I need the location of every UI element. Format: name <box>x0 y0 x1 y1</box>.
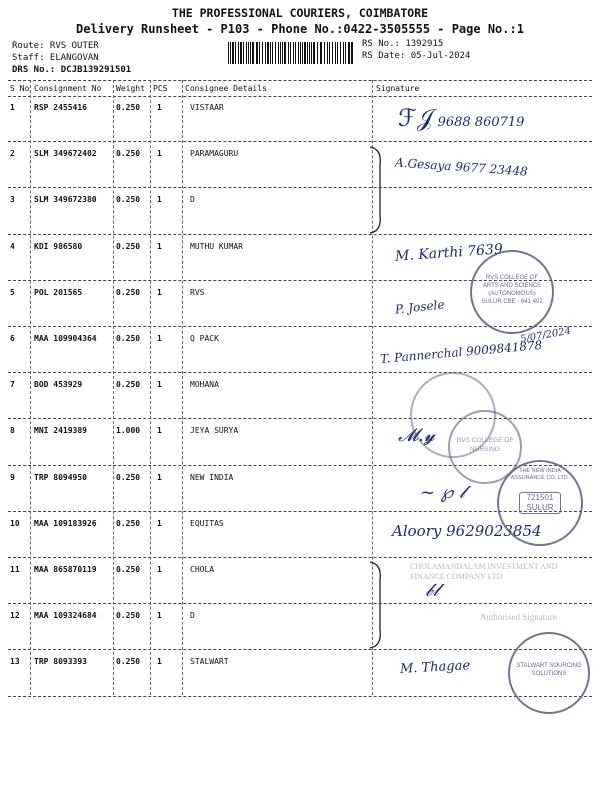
row-weight: 0.250 <box>116 195 141 205</box>
barcode-bar <box>293 42 294 64</box>
row-consignee: RVS <box>190 287 205 297</box>
col-header-consignment: Consignment No <box>34 84 102 93</box>
barcode-bar <box>302 42 303 64</box>
row-separator <box>8 234 592 235</box>
staff-label: Staff: ELANGOVAN <box>12 53 99 63</box>
row-consignee: NEW INDIA <box>190 472 234 482</box>
row-sno: 3 <box>10 195 15 205</box>
row-sno: 1 <box>10 103 15 112</box>
row-consignee: D <box>190 195 195 205</box>
row-consignment-no: MNI 2419389 <box>34 426 87 436</box>
barcode-bar <box>282 42 283 64</box>
barcode-bar <box>295 42 296 64</box>
row-consignment-no: MAA 865870119 <box>34 565 97 574</box>
signature-6: T. Pannerchal 9009841878 <box>379 337 543 367</box>
barcode-bar <box>298 42 299 64</box>
barcode-bar <box>345 42 346 64</box>
row-consignment-no: KDI 986580 <box>34 241 83 251</box>
stalwart-stamp: STALWART SOURCING SOLUTIONS <box>508 632 590 714</box>
new-india-stamp: THE NEW INDIA ASSURANCE CO. LTD. 721501 SULUR <box>497 460 583 546</box>
row-sno: 6 <box>10 334 15 343</box>
row-consignee: PARAMAGURU <box>190 149 239 159</box>
barcode-bar <box>348 42 350 64</box>
brace-mark <box>368 145 388 235</box>
row-weight: 0.250 <box>116 380 141 390</box>
row-pcs: 1 <box>157 287 162 297</box>
row-pcs: 1 <box>157 241 162 251</box>
row-weight: 0.250 <box>116 657 141 667</box>
barcode-bar <box>351 42 353 64</box>
row-consignment-no: RSP 2455416 <box>34 103 87 112</box>
barcode-bar <box>311 42 312 64</box>
row-separator <box>8 141 592 142</box>
row-weight: 0.250 <box>116 149 141 159</box>
row-consignment-no: MAA 109183926 <box>34 518 97 528</box>
row-pcs: 1 <box>157 426 162 436</box>
barcode-bar <box>240 42 242 64</box>
row-sno: 5 <box>10 287 15 297</box>
barcode-bar <box>332 42 333 64</box>
row-consignment-no: POL 201565 <box>34 287 83 297</box>
barcode-bar <box>343 42 344 64</box>
brace-mark <box>368 560 388 650</box>
report-title: THE PROFESSIONAL COURIERS, COIMBATORE <box>171 6 429 20</box>
col-divider <box>150 80 151 695</box>
row-sno: 13 <box>10 657 20 667</box>
barcode-bar <box>243 42 244 64</box>
signature-4: M. Karthi 7639 <box>394 241 504 265</box>
row-consignment-no: MAA 109904364 <box>34 334 97 343</box>
barcode-bar <box>228 42 229 64</box>
barcode-bar <box>250 42 251 64</box>
barcode-bar <box>329 42 330 64</box>
barcode-bar <box>317 42 318 64</box>
barcode-bar <box>288 42 289 64</box>
row-consignment-no: TRP 8093393 <box>34 657 87 667</box>
row-consignment-no: SLM 349672380 <box>34 195 97 205</box>
nursing-stamp: RVS COLLEGE OF NURSING <box>448 410 522 484</box>
col-header-consignee: Consignee Details <box>185 84 267 93</box>
report-subtitle: Delivery Runsheet - P103 - Phone No.:0422-3505555 - Page No.:1 <box>76 22 524 36</box>
row-sno: 2 <box>10 149 15 159</box>
barcode-bar <box>262 42 263 64</box>
row-consignee: EQUITAS <box>190 518 224 528</box>
signature-2: A.Gesaya 9677 23448 <box>394 155 529 179</box>
row-consignee: JEYA SURYA <box>190 426 239 436</box>
col-divider <box>30 80 31 695</box>
row-weight: 0.250 <box>116 103 141 112</box>
route-label: Route: RVS OUTER <box>12 41 99 51</box>
row-pcs: 1 <box>157 103 162 112</box>
barcode-bar <box>337 42 338 64</box>
row-pcs: 1 <box>157 518 162 528</box>
signature-5: P. Josele <box>394 297 446 317</box>
row-consignee: MUTHU KUMAR <box>190 241 243 251</box>
barcode-bar <box>238 42 239 64</box>
barcode-bar <box>290 42 291 64</box>
col-header-sno: S No <box>10 84 30 93</box>
row-consignment-no: TRP 8094950 <box>34 472 87 482</box>
barcode-bar <box>307 42 308 64</box>
barcode-bar <box>230 42 231 64</box>
signature-10: Aloory 9629023854 <box>392 522 542 540</box>
row-pcs: 1 <box>157 657 162 667</box>
row-sno: 9 <box>10 472 15 482</box>
row-weight: 0.250 <box>116 472 141 482</box>
barcode-bar <box>340 42 341 64</box>
row-weight: 0.250 <box>116 611 141 621</box>
drs-number: DRS No.: DCJB139291501 <box>12 65 132 75</box>
col-header-weight: Weight <box>116 84 145 93</box>
row-sno: 4 <box>10 241 15 251</box>
barcode-bar <box>246 42 247 64</box>
row-separator <box>8 696 592 697</box>
row-separator <box>8 603 592 604</box>
barcode-bar <box>275 42 276 64</box>
barcode-bar <box>278 42 279 64</box>
row-consignee: MOHANA <box>190 380 219 390</box>
row-pcs: 1 <box>157 149 162 159</box>
header-bottom-border <box>8 96 592 97</box>
barcode-bar <box>252 42 254 64</box>
col-divider <box>182 80 183 695</box>
rs-number: RS No.: 1392915 <box>362 39 444 49</box>
row-separator <box>8 557 592 558</box>
row-weight: 0.250 <box>116 565 141 574</box>
signature-13: M. Thagae <box>399 658 471 677</box>
signature-8: 𝓜.𝔂 <box>398 425 436 446</box>
row-consignee: CHOLA <box>190 565 215 574</box>
row-sno: 7 <box>10 380 15 390</box>
barcode-bar <box>256 42 258 64</box>
row-consignee: STALWART <box>190 657 229 667</box>
row-pcs: 1 <box>157 195 162 205</box>
barcode-bar <box>313 42 315 64</box>
col-header-signature: Signature <box>376 84 420 93</box>
row-separator <box>8 372 592 373</box>
barcode-bar <box>320 42 322 64</box>
row-consignee: Q PACK <box>190 334 219 343</box>
row-sno: 8 <box>10 426 15 436</box>
row-consignment-no: BOD 453929 <box>34 380 83 390</box>
rs-date: RS Date: 05-Jul-2024 <box>362 51 471 61</box>
barcode-bar <box>304 42 306 64</box>
row-consignment-no: SLM 349672402 <box>34 149 97 159</box>
row-weight: 0.250 <box>116 518 141 528</box>
row-consignment-no: MAA 109324684 <box>34 611 97 621</box>
row-weight: 0.250 <box>116 334 141 343</box>
row-sno: 11 <box>10 565 20 574</box>
signature-1: ℱ𝒥 9688 860719 <box>398 104 525 132</box>
barcode-bar <box>265 42 266 64</box>
signature-6-date: 5/07/2024 <box>519 325 572 346</box>
barcode-bar <box>324 42 325 64</box>
authorised-signature-text: Authorised Signature <box>480 612 557 622</box>
row-separator <box>8 187 592 188</box>
row-pcs: 1 <box>157 334 162 343</box>
barcode-bar <box>309 42 310 64</box>
barcode <box>228 42 356 64</box>
row-weight: 0.250 <box>116 241 141 251</box>
signature-11: 𝒷𝓁 <box>425 580 439 601</box>
barcode-bar <box>248 42 249 64</box>
barcode-bar <box>280 42 281 64</box>
barcode-bar <box>327 42 328 64</box>
row-consignee: VISTAAR <box>190 103 224 112</box>
col-divider <box>113 80 114 695</box>
row-weight: 0.250 <box>116 287 141 297</box>
row-pcs: 1 <box>157 380 162 390</box>
row-pcs: 1 <box>157 565 162 574</box>
chola-stamp-text: CHOLAMANDALAM INVESTMENT AND FINANCE COMPANY LTD <box>410 562 558 581</box>
row-separator <box>8 649 592 650</box>
col-header-pcs: PCS <box>153 84 168 93</box>
row-pcs: 1 <box>157 611 162 621</box>
row-sno: 12 <box>10 611 20 621</box>
barcode-bar <box>270 42 271 64</box>
row-pcs: 1 <box>157 472 162 482</box>
barcode-bar <box>235 42 236 64</box>
barcode-bar <box>335 42 336 64</box>
barcode-bar <box>284 42 286 64</box>
barcode-bar <box>267 42 269 64</box>
college-stamp: RVS COLLEGE OF ARTS AND SCIENCE (AUTONOMOUS) SULUR CBE - 641 402 <box>470 250 554 334</box>
row-weight: 1.000 <box>116 426 141 436</box>
barcode-bar <box>232 42 234 64</box>
table-top-border <box>8 80 592 81</box>
row-sno: 10 <box>10 518 20 528</box>
barcode-bar <box>272 42 273 64</box>
barcode-bar <box>300 42 301 64</box>
row-consignee: D <box>190 611 195 621</box>
barcode-bar <box>259 42 260 64</box>
signature-9: ~ ℘ 𝓁 <box>420 482 466 503</box>
